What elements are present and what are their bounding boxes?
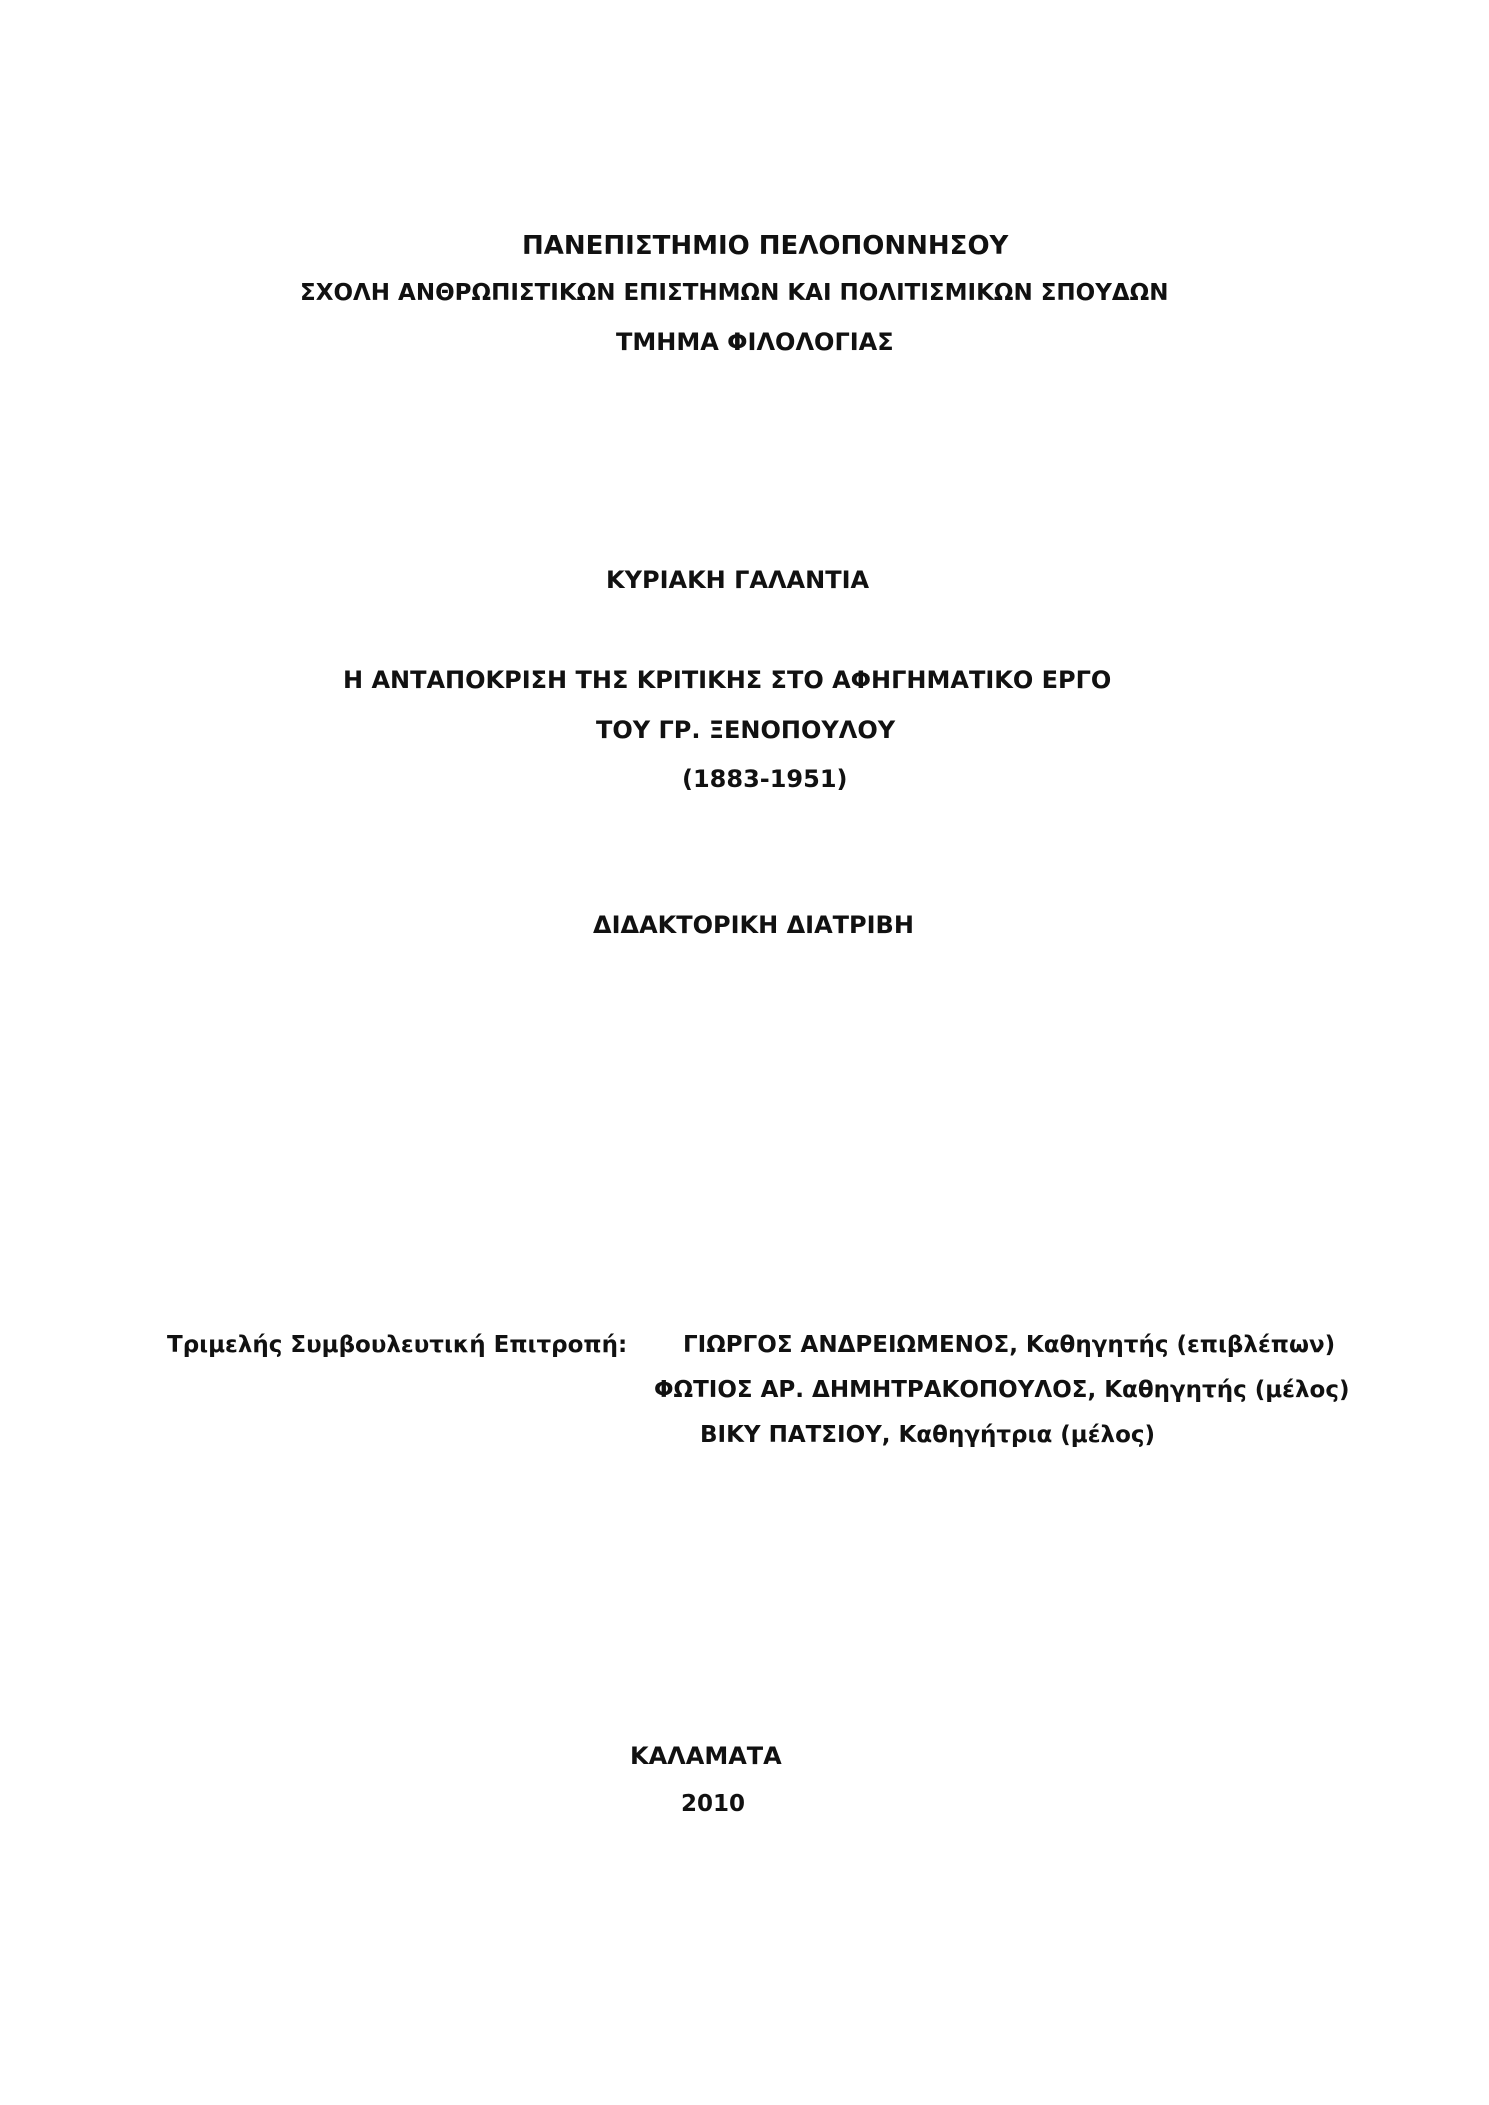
committee-member: ΒΙΚΥ ΠΑΤΣΙΟΥ, Καθηγήτρια (μέλος) [700,1422,1156,1448]
committee-label: Τριμελής Συμβουλευτική Επιτροπή: [167,1332,628,1358]
committee-member: ΦΩΤΙΟΣ ΑΡ. ΔΗΜΗΤΡΑΚΟΠΟΥΛΟΣ, Καθηγητής (μέλος) [654,1377,1350,1403]
thesis-title-line-1: Η ΑΝΤΑΠΟΚΡΙΣΗ ΤΗΣ ΚΡΙΤΙΚΗΣ ΣΤΟ ΑΦΗΓΗΜΑΤΙΚΟ ΕΡΓΟ [343,666,1112,694]
city: ΚΑΛΑΜΑΤΑ [630,1742,782,1770]
school-name: ΣΧΟΛΗ ΑΝΘΡΩΠΙΣΤΙΚΩΝ ΕΠΙΣΤΗΜΩΝ ΚΑΙ ΠΟΛΙΤΙΣΜΙΚΩΝ ΣΠΟΥΔΩΝ [300,280,1169,306]
thesis-title-line-2: ΤΟΥ ΓΡ. ΞΕΝΟΠΟΥΛΟΥ [596,716,896,744]
year: 2010 [681,1791,746,1817]
thesis-years: (1883-1951) [682,765,848,793]
document-type: ΔΙΔΑΚΤΟΡΙΚΗ ΔΙΑΤΡΙΒΗ [593,911,914,939]
author-name: ΚΥΡΙΑΚΗ ΓΑΛΑΝΤΙΑ [606,566,870,594]
university-name: ΠΑΝΕΠΙΣΤΗΜΙΟ ΠΕΛΟΠΟΝΝΗΣΟΥ [522,231,1009,261]
committee-member: ΓΙΩΡΓΟΣ ΑΝΔΡΕΙΩΜΕΝΟΣ, Καθηγητής (επιβλέπων) [683,1332,1336,1358]
department-name: ΤΜΗΜΑ ΦΙΛΟΛΟΓΙΑΣ [616,328,894,356]
